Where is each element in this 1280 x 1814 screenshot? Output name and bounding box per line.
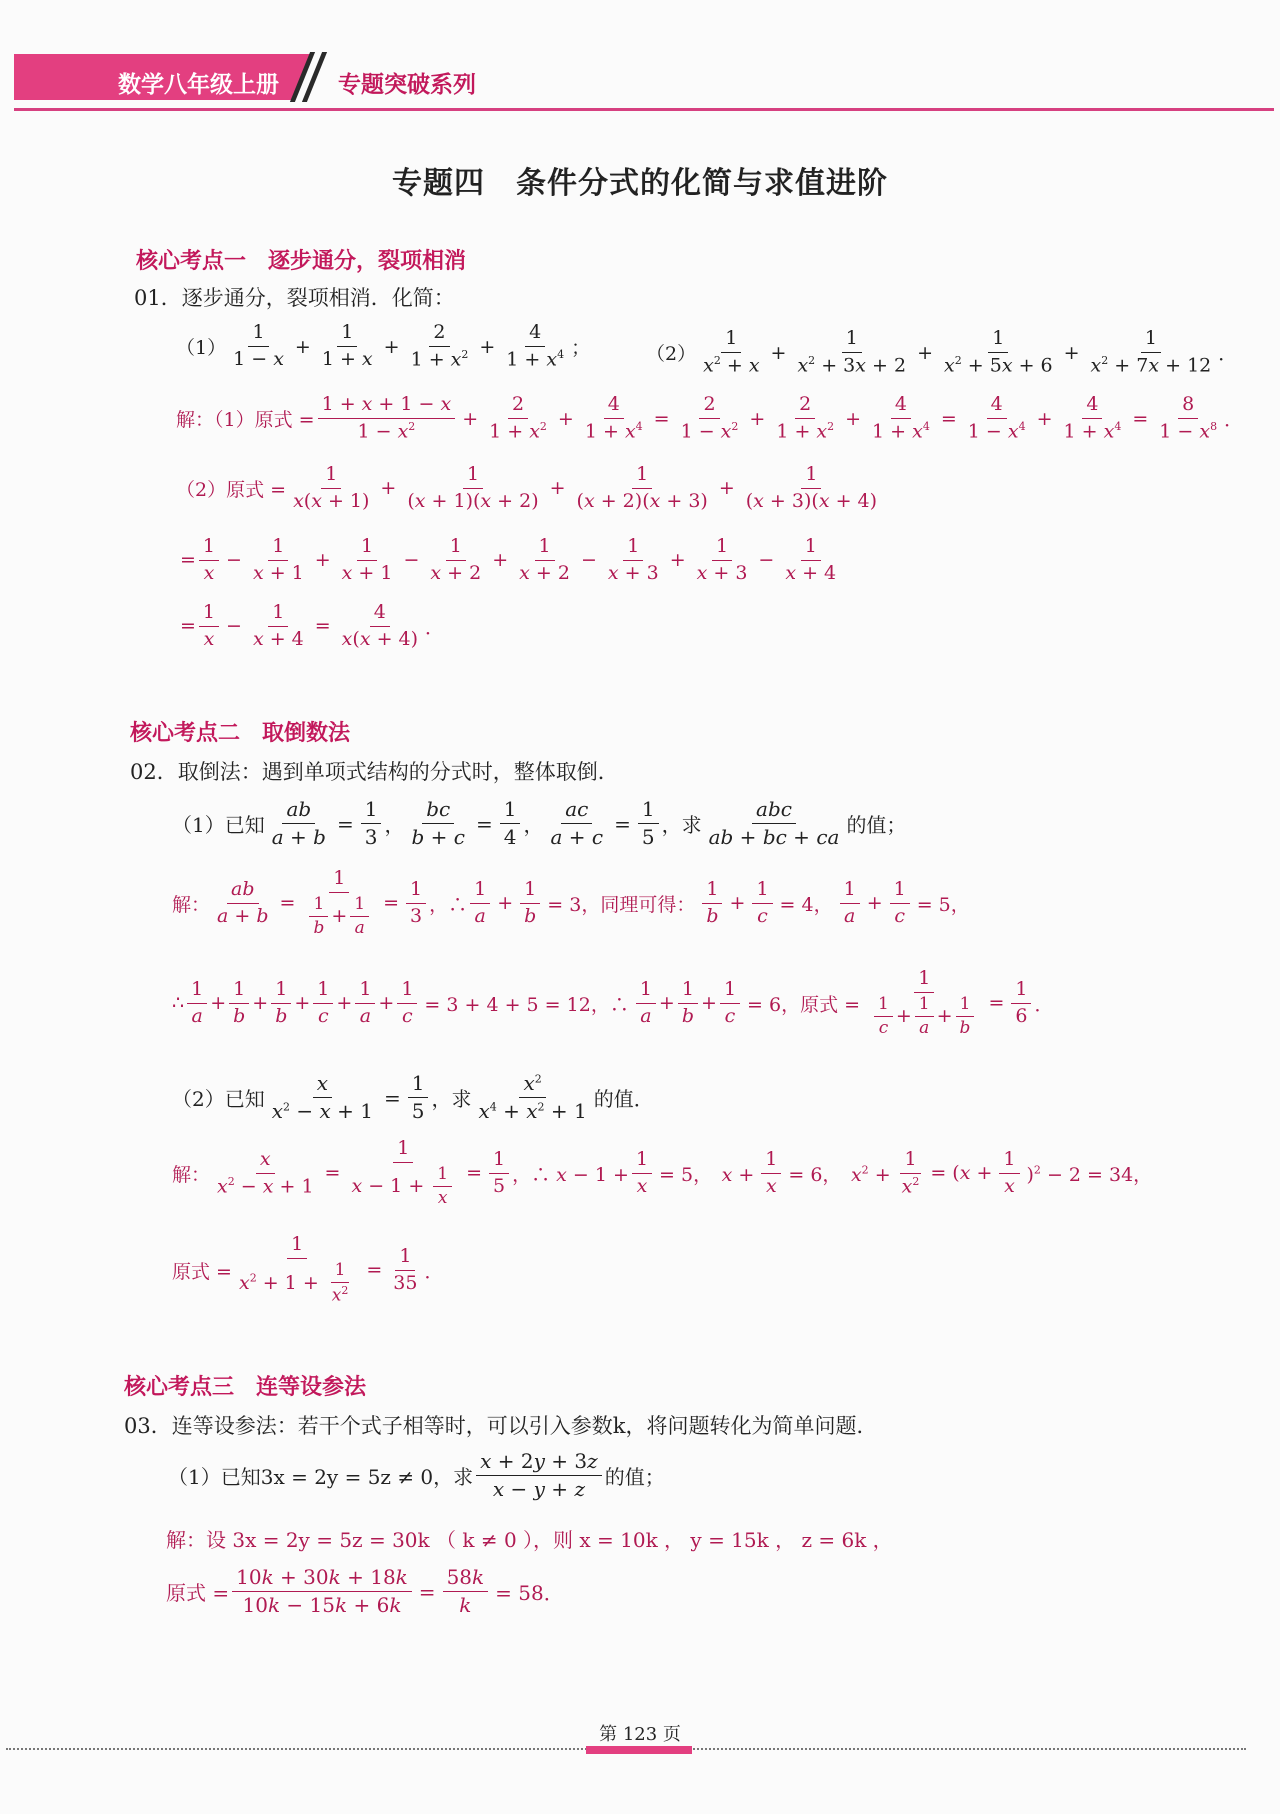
solution-3-1-result: 原式 = $\frac{10k + 30k + 18k}{10k - 15k + 6k}$ = $\frac{58k}{k}$ = 58． bbox=[166, 1565, 564, 1617]
solution-1-2-result: = $\frac{1}{x}$ − $\frac{1}{x + 4}$ = $\frac{4}{x(x + 4)}$ ． bbox=[180, 601, 445, 650]
problem-3-1: （1）已知3x = 2y = 5z ≠ 0，求 x + 2y + 3z x − y + z 的值； bbox=[168, 1449, 665, 1501]
solution-3-1: 解：设 3x = 2y = 5z = 30k （ k ≠ 0 ），则 x = 10k ， y = 15k ， z = 6k ， bbox=[166, 1528, 893, 1552]
solution-1-2-step: = $\frac{1}{x}$ − $\frac{1}{x + 1}$ + $\frac{1}{x + 1}$ − $\frac{1}{x + 2}$ + $\frac{1}{x + 2}$ − $\frac{1}{x + 3}$ + $\frac{1}{x + 3}$ − $\frac{1}{x + 4}$ bbox=[180, 535, 837, 584]
header-rule bbox=[14, 108, 1274, 111]
page-title: 专题四 条件分式的化简与求值进阶 bbox=[392, 166, 888, 201]
page-number: 第 123 页 bbox=[599, 1724, 681, 1745]
solution-2-1: 解： $\frac{ab}{a + b}$ = 1 $\frac{1}{b}$ + $\frac{1}{a}$ = $\frac{1}{3}$ ，∴ 1 a + $\frac{1}{b}$ = 3，同理可得： 1 b + $\frac{1}{c}$ = 4， 1 a + $\frac{1}{c}$ = 5， bbox=[172, 867, 970, 939]
problem-2-2: （2）已知 $\frac{x}{x^2 - x + 1}$ = $\frac{1}{5}$ ，求 $x^2$ $x^4 + x^2 + 1$ 的值． bbox=[172, 1071, 654, 1123]
solution-1-1: 解：（1）原式 = $\frac{1 + x + 1 - x}{1 - x^2}$ + $\frac{2}{1 + x^2}$ + $\frac{4}{1 + x^4}$ = $\frac{2}{1 - x^2}$ + $\frac{2}{1 + x^2}$ + $\frac{4}{1 + x^4}$ = $\frac{4}{1 - x^4}$ + $\frac{4}{1 + x^4}$ = $\frac{8}{1 - x^8}$ ． bbox=[176, 393, 1244, 443]
question-prompt: 03．连等设参法：若干个式子相等时，可以引入参数k，将问题转化为简单问题． bbox=[124, 1414, 878, 1438]
question-prompt: 02．取倒法：遇到单项式结构的分式时，整体取倒． bbox=[130, 760, 619, 784]
header-book-title: 数学八年级上册 bbox=[118, 72, 279, 98]
problem-1-2: （2） 1 $x^2 + x$ + $\frac{1}{x^2 + 3x + 2}$ + $\frac{1}{x^2 + 5x + 6}$ + $\frac{1}{x^2 + 7x + 12}$ ． bbox=[646, 327, 1238, 377]
solution-2-2: 解： $\frac{x}{x^2 - x + 1}$ = 1 x − 1 + $\frac{1}{x}$ = $\frac{1}{5}$ ，∴ x − 1 + $\frac{1}{x}$ = 5， x + $\frac{1}{x}$ = 6， $x^2$ + $\frac{1}{x^2}$ = (x + $\frac{1}{x}$ )$^2$ − 2 = 34， bbox=[172, 1137, 1153, 1209]
problem-2-1: （1）已知 $\frac{ab}{a + b}$ = $\frac{1}{3}$ ， $\frac{bc}{b + c}$ = $\frac{1}{4}$ ， $\frac{ac}{a + c}$ = $\frac{1}{5}$ ，求 abc ab + bc + ca 的值； bbox=[172, 797, 907, 849]
solution-2-1-cont: ∴ 1 a + 1 b + 1 b + 1 c + 1 a + $\frac{1}{c}$ = 3 + 4 + 5 = 12，∴ 1 a + 1 b + $\frac{1}{c}$ = 6，原式 = 1 $\frac{1}{c}$ + $\frac{1}{a}$ + $\frac{1}{b}$ = $\frac{1}{6}$ ． bbox=[172, 967, 1054, 1039]
footer-accent-bar bbox=[586, 1746, 692, 1754]
question-prompt: 01．逐步通分，裂项相消．化简： bbox=[134, 286, 455, 310]
solution-1-2: （2）原式 = $\frac{1}{x(x + 1)}$ + $\frac{1}{(x + 1)(x + 2)}$ + $\frac{1}{(x + 2)(x + 3)}$ + $\frac{1}{(x + 3)(x + 4)}$ bbox=[176, 463, 878, 512]
solution-2-2-result: 原式 = 1 $x^2 + 1$ + $\frac{1}{x^2}$ = $\frac{1}{35}$ ． bbox=[172, 1233, 444, 1307]
problem-1-1: （1） 1 1 − x + $\frac{1}{1 + x}$ + $\frac{2}{1 + x^2}$ + $\frac{4}{1 + x^4}$ ； bbox=[176, 321, 591, 371]
section-heading: 核心考点一 逐步通分，裂项相消 bbox=[136, 249, 467, 274]
section-heading: 核心考点二 取倒数法 bbox=[130, 721, 351, 746]
header-series-title: 专题突破系列 bbox=[338, 72, 476, 98]
section-heading: 核心考点三 连等设参法 bbox=[124, 1375, 367, 1400]
